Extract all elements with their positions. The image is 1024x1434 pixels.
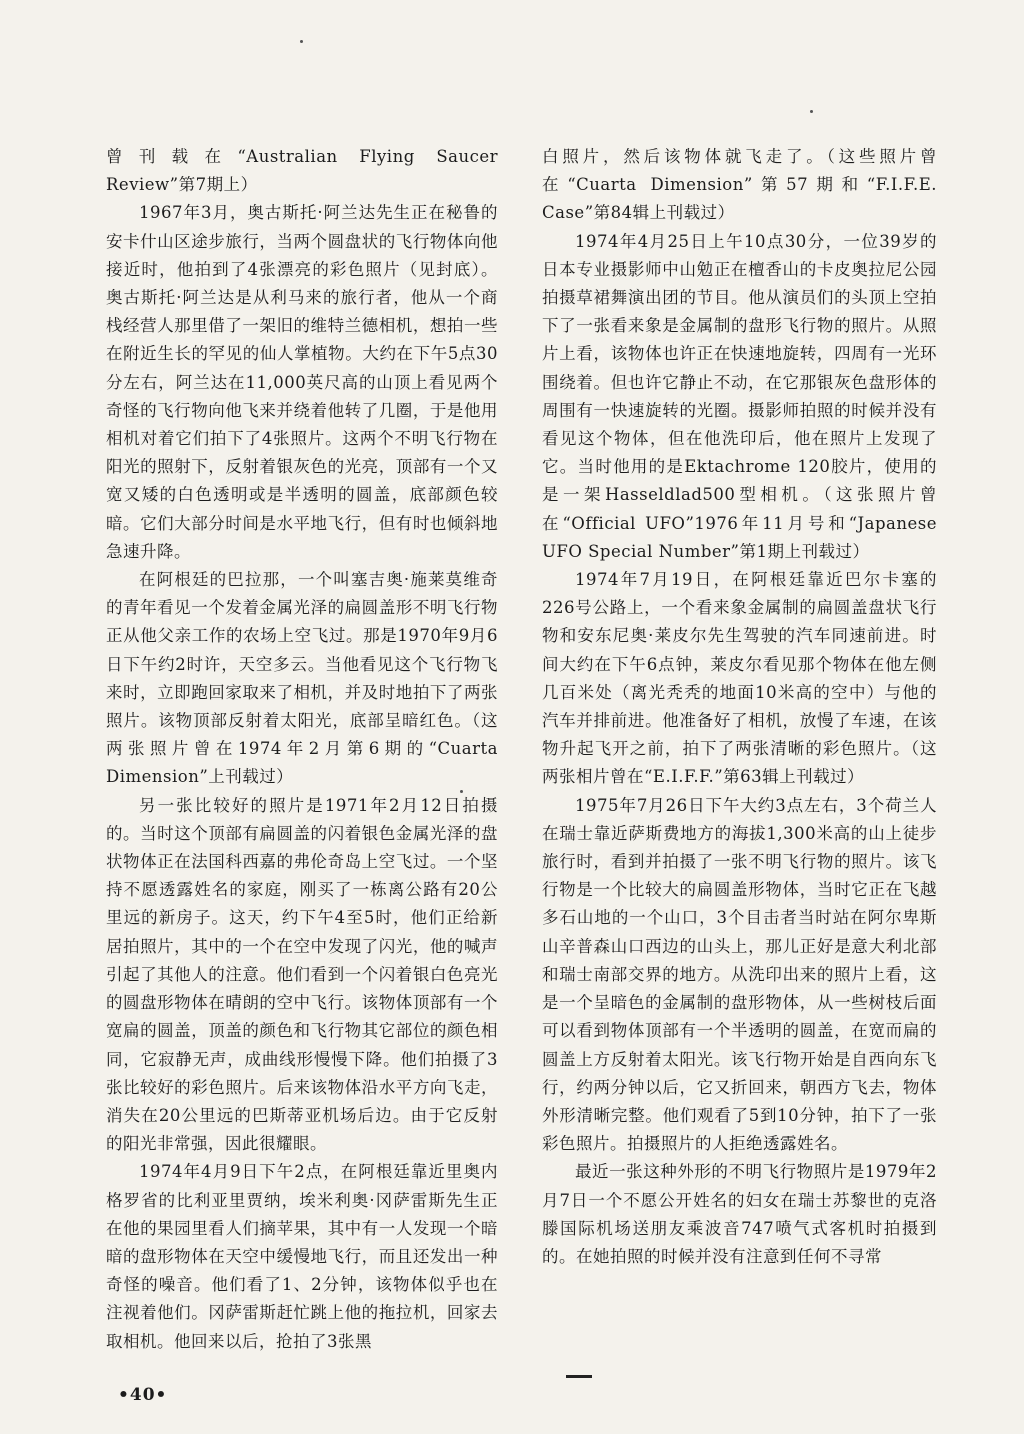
left-text-column	[106, 143, 498, 1356]
page-number: •40•	[118, 1385, 168, 1405]
paragraph: 另一张比较好的照片是1971年2月12日拍摄的。当时这个顶部有扁圆盖的闪着银色金属光泽的盘状物体正在法国科西嘉的弗伦奇岛上空飞过。一个坚持不愿透露姓名的家庭，刚买了一栋离公路有20公里远的新房子。这天，约下午4至5时，他们正给新居拍照片，其中的一个在空中发现了闪光，他的喊声引起了其他人的注意。他们看到一个闪着银白色亮光的圆盘形物体在晴朗的空中飞行。该物体顶部有一个宽扁的圆盖，顶盖的颜色和飞行物其它部位的颜色相同，它寂静无声，成曲线形慢慢下降。他们拍摄了3张比较好的彩色照片。后来该物体沿水平方向飞走，消失在20公里远的巴斯蒂亚机场后边。由于它反射的阳光非常强，因此很耀眼。	[106, 795, 498, 1154]
paragraph: 在阿根廷的巴拉那，一个叫塞吉奥·施莱莫维奇的青年看见一个发着金属光泽的扁圆盖形不明飞行物正从他父亲工作的农场上空飞过。那是1970年9月6日下午约2时许，天空多云。当他看见这个飞行物飞来时，立即跑回家取来了相机，并及时地拍下了两张照片。该物顶部反射着太阳光，底部呈暗红色。（这两张照片曾在1974年2月第6期的“Cuarta Dimension”上刊载过）	[106, 570, 498, 787]
print-speck	[460, 790, 463, 793]
paragraph: 1974年4月9日下午2点，在阿根廷靠近里奥内格罗省的比利亚里贾纳，埃米利奥·冈萨雷斯先生正在他的果园里看人们摘苹果，其中有一人发现一个暗暗的盘形物体在天空中缓慢地飞行，而且还发出一种奇怪的噪音。他们看了1、2分钟，该物体似乎也在注视着他们。冈萨雷斯赶忙跳上他的拖拉机，回家去取相机。他回来以后，抢拍了3张黑	[106, 1162, 498, 1351]
continuation-mark	[566, 1375, 592, 1378]
paragraph: 曾刊载在“Australian Flying Saucer Review”第7期上）	[106, 147, 498, 195]
paragraph: 1967年3月，奥古斯托·阿兰达先生正在秘鲁的安卡什山区途步旅行，当两个圆盘状的飞行物体向他接近时，他拍到了4张漂亮的彩色照片（见封底）。奥古斯托·阿兰达是从利马来的旅行者，他从一个商栈经营人那里借了一架旧的维特兰德相机，想拍一些在附近生长的罕见的仙人掌植物。大约在下午5点30分左右，阿兰达在11,000英尺高的山顶上看见两个奇怪的飞行物向他飞来并绕着他转了几圈，于是他用相机对着它们拍下了4张照片。这两个不明飞行物在阳光的照射下，反射着银灰色的光亮，顶部有一个又宽又矮的白色透明或是半透明的圆盖，底部颜色较暗。它们大部分时间是水平地飞行，但有时也倾斜地急速升降。	[106, 203, 498, 561]
paragraph: 白照片，然后该物体就飞走了。（这些照片曾在“Cuarta Dimension”第57期和“F.I.F.E. Case”第84辑上刊载过）	[542, 147, 937, 223]
right-text-column	[542, 143, 937, 1271]
paragraph: 1974年7月19日，在阿根廷靠近巴尔卡塞的226号公路上，一个看来象金属制的扁圆盖盘状飞行物和安东尼奥·莱皮尔先生驾驶的汽车同速前进。时间大约在下午6点钟，莱皮尔看见那个物体在他左侧几百米处（离光秃秃的地面10米高的空中）与他的汽车并排前进。他准备好了相机，放慢了车速，在该物升起飞开之前，拍下了两张清晰的彩色照片。（这两张相片曾在“E.I.F.F.”第63辑上刊载过）	[542, 570, 937, 787]
print-speck	[300, 40, 303, 43]
paragraph: 1975年7月26日下午大约3点左右，3个荷兰人在瑞士靠近萨斯费地方的海拔1,300米高的山上徒步旅行时，看到并拍摄了一张不明飞行物的照片。该飞行物是一个比较大的扁圆盖形物体，当时它正在飞越多石山地的一个山口，3个目击者当时站在阿尔卑斯山辛普森山口西边的山头上，那儿正好是意大利北部和瑞士南部交界的地方。从洗印出来的照片上看，这是一个呈暗色的金属制的盘形物体，从一些树枝后面可以看到物体顶部有一个半透明的圆盖，在宽而扁的圆盖上方反射着太阳光。该飞行物开始是自西向东飞行，约两分钟以后，它又折回来，朝西方飞去，物体外形清晰完整。他们观看了5到10分钟，拍下了一张彩色照片。拍摄照片的人拒绝透露姓名。	[542, 795, 937, 1154]
paragraph: 最近一张这种外形的不明飞行物照片是1979年2月7日一个不愿公开姓名的妇女在瑞士苏黎世的克洛滕国际机场送朋友乘波音747喷气式客机时拍摄到的。在她拍照的时候并没有注意到任何不寻常	[542, 1162, 937, 1266]
print-speck	[810, 110, 813, 113]
paragraph: 1974年4月25日上午10点30分，一位39岁的日本专业摄影师中山勉正在檀香山的卡皮奥拉尼公园拍摄草裙舞演出团的节目。他从演员们的头顶上空拍下了一张看来象是金属制的盘形飞行物的照片。从照片上看，该物体也许正在快速地旋转，四周有一光环围绕着。但也许它静止不动，在它那银灰色盘形体的周围有一快速旋转的光圈。摄影师拍照的时候并没有看见这个物体，但在他洗印后，他在照片上发现了它。当时他用的是Ektachrome 120胶片，使用的是一架Hasseldlad500型相机。（这张照片曾在“Official UFO”1976年11月号和“Japanese UFO Special Number”第1期上刊载过）	[542, 231, 937, 561]
